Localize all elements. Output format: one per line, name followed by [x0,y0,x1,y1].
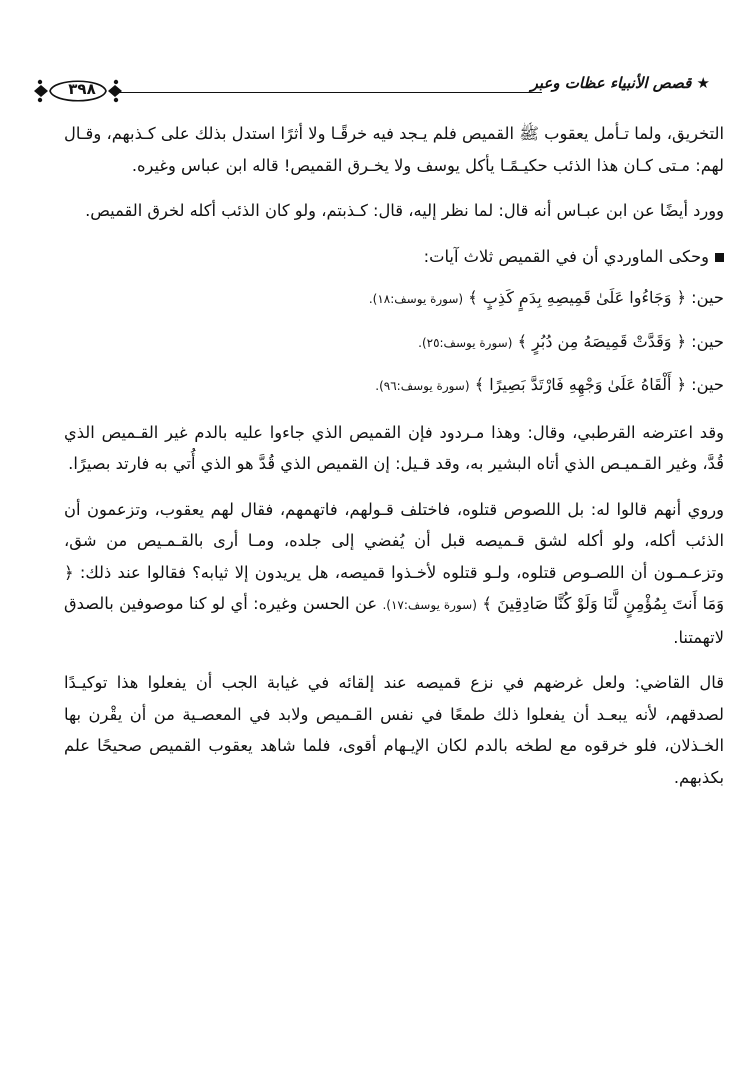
quran-verse: ﴿ وَمَا أَنتَ بِمُؤْمِنٍ لَّنَا وَلَوْ كُنَّا صَادِقِينَ ﴾ [64,562,724,613]
verse-label: حين: [691,331,724,351]
verse-label: حين: [691,375,724,394]
square-bullet-icon [715,253,724,262]
quran-verse: ﴿ وَقَدَّتْ قَمِيصَهُ مِن دُبُرٍ ﴾ [517,331,686,351]
list-intro [64,241,724,273]
verse-line [64,369,724,403]
paragraph-text: عن الحسن وغيره: أي لو كنا موصوفين بالصدق لاتهمتنا. [64,594,724,647]
paragraph: وقد اعترضه القرطبي، وقال: وهذا مـردود فإن القميص الذي جاءوا عليه بالدم غير القـميص الذي قُدَّ، وغير القـميـص الذي أتاه البشير به، وقد قـيل: إن القميص الذي قُدَّ هو الذي أُتي به فارتد بصيرًا. [64,422,724,473]
page-number-badge [30,74,126,108]
paragraph-text: وروي أنهم قالوا له: بل اللصوص قتلوه، فاختلف قـولهم، فاتهمهم، فقال لهم يعقوب، وتزعمون أن الذئب أكله، ولو أكله لشق قـميصه قبل أن يُفضي إلى جلده، ومـا أرى بالقـمـيص من شق، وتزعـمـون أن اللصـوص قتلوه، ولـو قتلوه لأخـذوا قميصه، هل يريدون إلا ثيابه؟ فقالوا عند ذلك: [64,499,724,582]
paragraph: قال القاضي: ولعل غرضهم في نزع قميصه عند إلقائه في غيابة الجب أن يفعلوا هذا توكيـدًا لصدقهم، لأنه يبعـد أن يفعلوا ذلك طمعًا في نفس القـميص ولابد في المعصـية من أن يقْرن بها الخـذلان، فلو خرقوه مع لطخه بالدم لكان الإيـهام أقوى، فلما شاهد يعقوب القميص صحيحًا علم بكذبهم. [64,673,724,787]
paragraph: وورد أيضًا عن ابن عبـاس أنه قال: لما نظر إليه، قال: كـذبتم، ولو كان الذئب أكله لخرق القميص. [85,201,724,220]
main-text [64,118,724,807]
header-divider [115,92,542,93]
verse-label: حين: [691,288,724,307]
verse-line [64,282,724,316]
book-title: ★ قصص الأنبياء عظات وعبر [530,74,710,92]
verse-reference: (سورة يوسف:١٧). [382,598,477,612]
quran-verse: ﴿ وَجَاءُوا عَلَىٰ قَمِيصِهِ بِدَمٍ كَذِبٍ ﴾ [468,288,686,307]
paragraph: التخريق، ولما تـأمل يعقوب ﷺ القميص فلم يـجد فيه خرقًـا ولا أثرًا استدل بذلك على كـذبهم، وقـال لهم: مـتى كـان هذا الذئب حكيـمًـا يأكل يوسف ولا يخـرق القميص! قاله ابن عباس وغيره. [64,124,724,175]
quran-verse: ﴿ أَلْقَاهُ عَلَىٰ وَجْهِهِ فَارْتَدَّ بَصِيرًا ﴾ [474,375,686,394]
list-intro-text: وحكى الماوردي أن في القميص ثلاث آيات: [423,246,709,266]
verse-reference: (سورة يوسف:٢٥). [418,335,513,350]
verse-line [64,326,724,360]
verse-reference: (سورة يوسف:٩٦). [375,379,470,393]
paragraph [64,494,724,654]
running-header [30,70,720,114]
page-number: ٣٩٨ [68,80,96,98]
verse-reference: (سورة يوسف:١٨). [368,292,464,306]
